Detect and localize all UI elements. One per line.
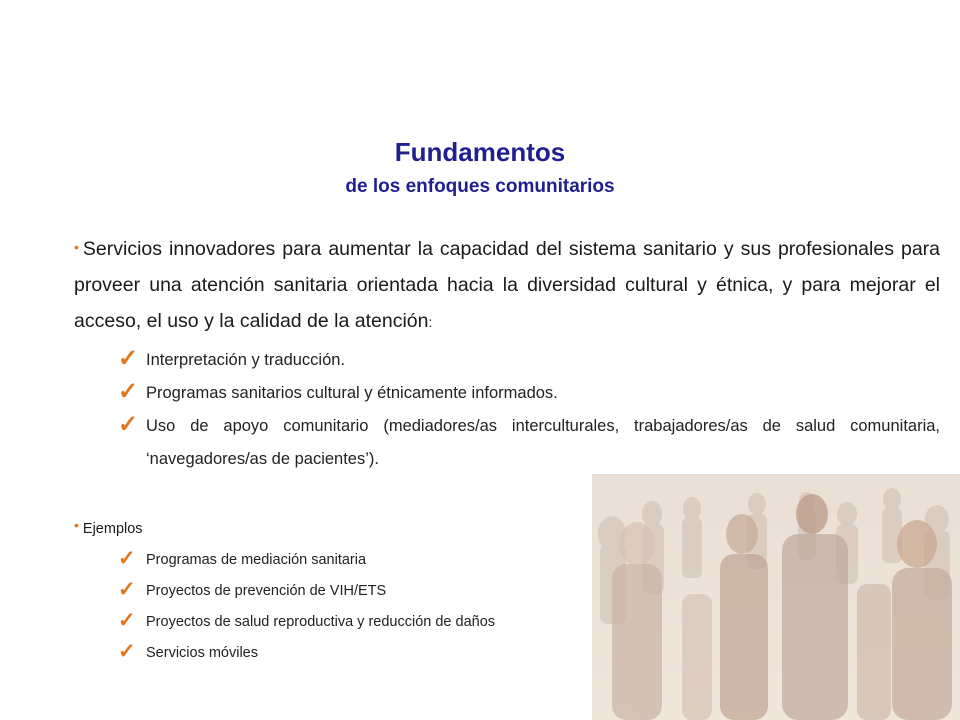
checkmark-icon: ✓: [118, 345, 139, 372]
checkmark-icon: ✓: [118, 609, 136, 632]
list-item-text: Programas de mediación sanitaria: [146, 552, 367, 568]
list-item-text: Proyectos de prevención de VIH/ETS: [146, 583, 387, 599]
list-item: [118, 638, 578, 669]
list-item: [118, 410, 940, 476]
slide-title: Fundamentos: [394, 137, 566, 167]
list-item: [118, 607, 578, 638]
list-item-text: Uso de apoyo comunitario (mediadores/as interculturales, trabajadores/as de salud comunitaria, ‘navegadores/as de pacientes’).: [146, 417, 940, 468]
list-item: [118, 545, 578, 576]
list-item: [118, 377, 940, 410]
list-item: [118, 344, 940, 377]
bullet-main: [74, 229, 940, 340]
bullet-dot-icon: •: [74, 239, 79, 255]
bullet-examples: [74, 514, 143, 540]
list-item-text: Proyectos de salud reproductiva y reducción de daños: [146, 614, 496, 630]
services-list: [118, 344, 940, 476]
crowd-photo: [592, 474, 960, 720]
bullet-main-colon: :: [428, 314, 433, 330]
bullet-examples-text: Ejemplos: [82, 521, 143, 537]
checkmark-icon: ✓: [118, 547, 136, 570]
list-item-text: Interpretación y traducción.: [146, 351, 346, 369]
examples-list: [118, 545, 578, 669]
bullet-dot-icon: •: [74, 517, 79, 533]
list-item-text: Programas sanitarios cultural y étnicamente informados.: [146, 384, 558, 402]
checkmark-icon: ✓: [118, 640, 136, 663]
checkmark-icon: ✓: [118, 378, 139, 405]
list-item: [118, 576, 578, 607]
checkmark-icon: ✓: [118, 578, 136, 601]
slide-subtitle: de los enfoques comunitarios: [345, 176, 615, 197]
list-item-text: Servicios móviles: [146, 645, 258, 661]
bullet-main-text: Servicios innovadores para aumentar la capacidad del sistema sanitario y sus profesionales para proveer una atención sanitaria orientada hacia la diversidad cultural y étnica, y para mejorar el acceso, el uso y la calidad de la atención: [74, 238, 940, 332]
checkmark-icon: ✓: [118, 411, 139, 438]
